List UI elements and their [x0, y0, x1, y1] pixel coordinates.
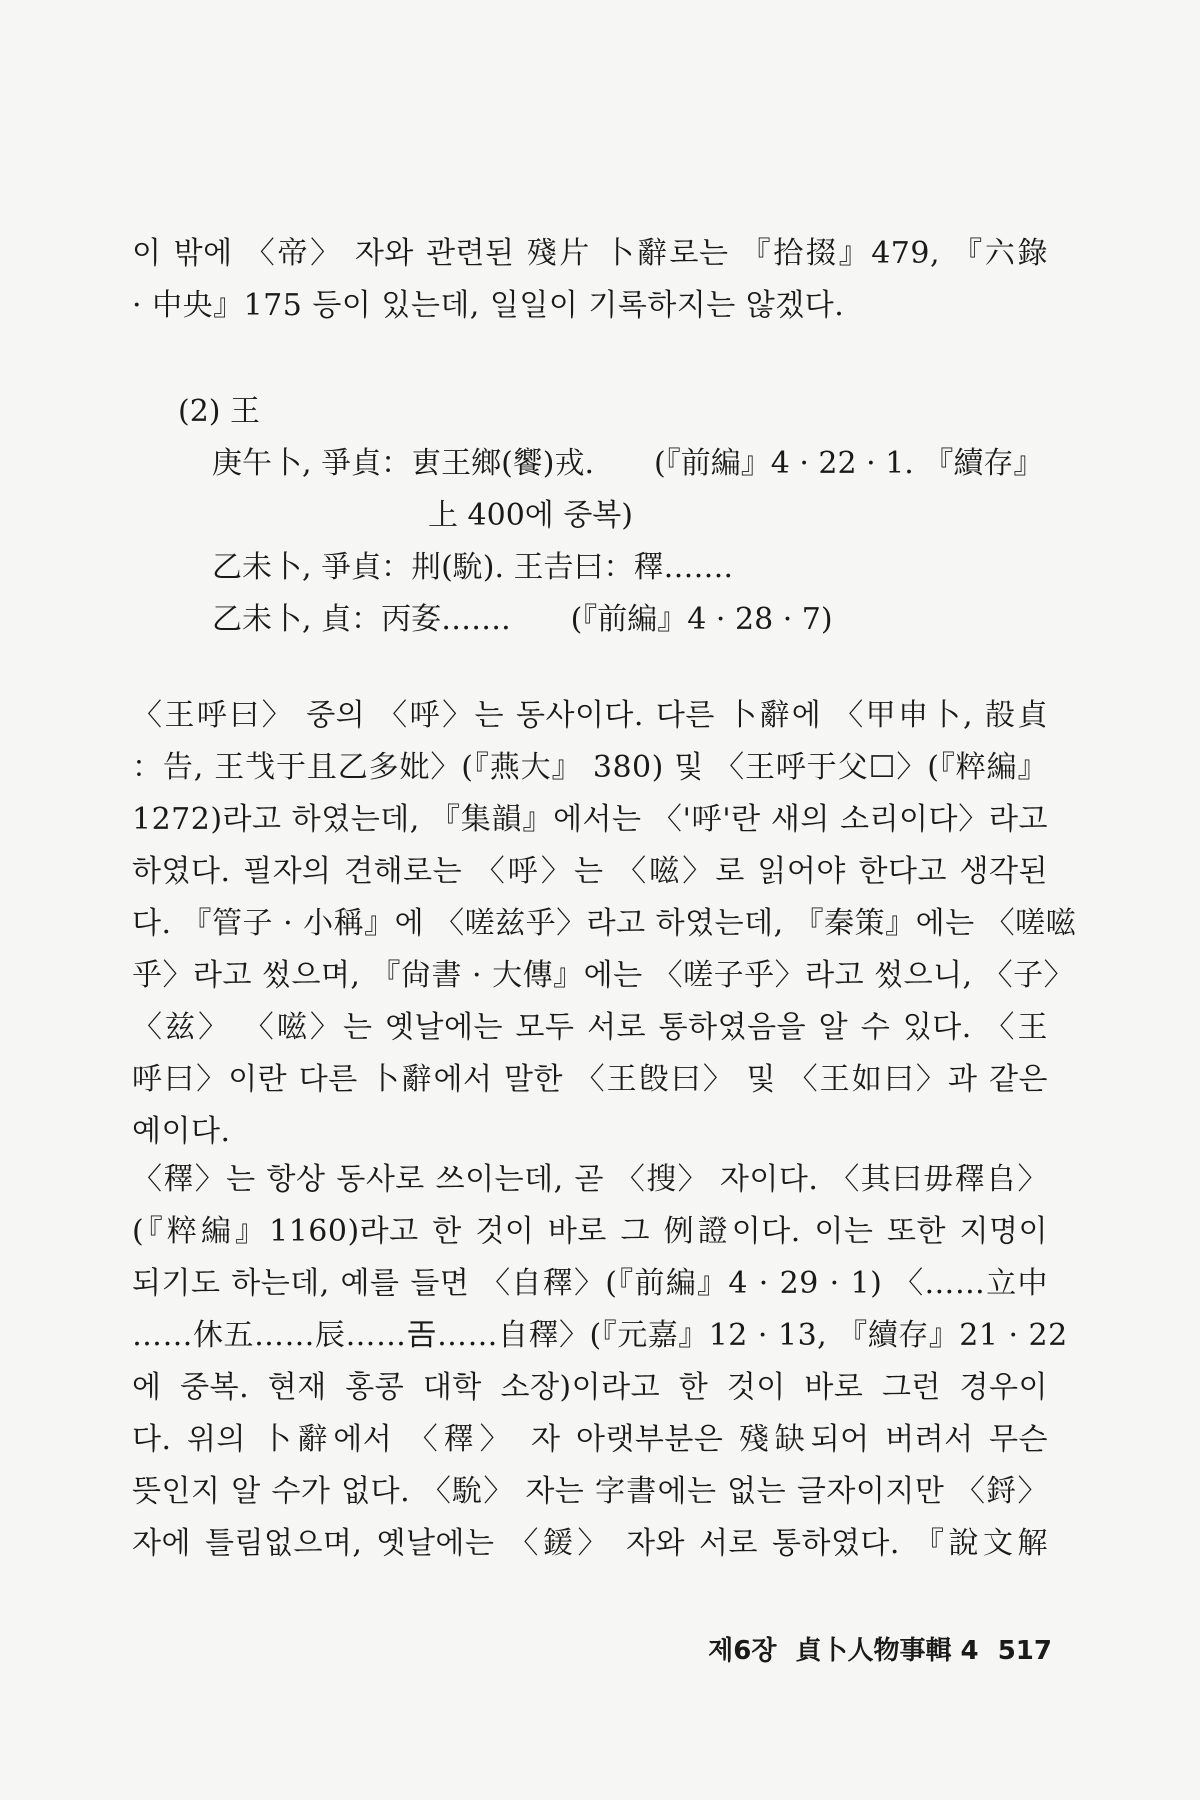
text-line: ：告, 王𢦏于且乙多妣〉(『燕大』 380) 및 〈王呼于父☐〉(『粹編』: [132, 750, 1048, 785]
text-line: (『粹編』1160)라고 한 것이 바로 그 例證이다. 이는 또한 지명이: [132, 1214, 1048, 1249]
body-paragraph-2: [132, 1154, 1068, 1570]
text-line: 다. 위의 卜辭에서 〈䆁〉 자 아랫부분은 殘缺되어 버려서 무슨: [132, 1422, 1048, 1457]
text-line: 되기도 하는데, 예를 들면 〈自䆁〉(『前編』4 · 29 · 1) 〈……立中: [132, 1266, 1048, 1301]
oracle-example-1: 庚午卜, 爭貞：叀王鄉(饗)戎. (『前編』4 · 22 · 1. 『續存』: [212, 446, 1044, 481]
text-line: 에 중복. 현재 홍콩 대학 소장)이라고 한 것이 바로 그런 경우이: [132, 1370, 1048, 1405]
text-line: 예이다.: [132, 1114, 231, 1149]
text-line: 다. 『管子 · 小稱』에 〈嗟兹乎〉라고 하였는데, 『秦策』에는 〈嗟嗞: [132, 906, 1077, 941]
text-line: 〈兹〉 〈嗞〉는 옛날에는 모두 서로 통하였음을 알 수 있다. 〈王: [132, 1010, 1048, 1045]
section-heading: (2) 王: [178, 394, 261, 429]
chapter-label: 제6장: [708, 1636, 777, 1666]
page-footer: [698, 1630, 1052, 1667]
text-line: 이 밖에 〈帝〉 자와 관련된 殘片 卜辭로는 『拾掇』479, 『六錄: [132, 236, 1048, 271]
text-line: 자에 틀림없으며, 옛날에는 〈鍰〉 자와 서로 통하였다. 『說文解: [132, 1526, 1048, 1561]
page-number: 517: [997, 1636, 1052, 1666]
text-line: 呼曰〉이란 다른 卜辭에서 말한 〈王𣪘曰〉 및 〈王如曰〉과 같은: [132, 1062, 1048, 1097]
oracle-example-2: 乙未卜, 爭貞：㓝(馻). 王𠮷曰：䆁…….: [212, 550, 734, 585]
text-line: ……休五……辰……𢀛……自䆁〉(『元嘉』12 · 13, 『續存』21 · 22: [132, 1318, 1068, 1353]
oracle-example-1-continued: 上 400에 중복): [428, 498, 633, 533]
running-title: 貞卜人物事輯 4: [795, 1636, 979, 1666]
text-line: 乎〉라고 썼으며, 『尙書 · 大傳』에는 〈嗟子乎〉라고 썼으니, 〈子〉: [132, 958, 1075, 993]
top-paragraph: [132, 228, 1048, 332]
oracle-example-3: 乙未卜, 貞：丙㚣……. (『前編』4 · 28 · 7): [212, 602, 833, 637]
text-line: 1272)라고 하였는데, 『集韻』에서는 〈'呼'란 새의 소리이다〉라고: [132, 802, 1048, 837]
text-line: 〈王呼曰〉 중의 〈呼〉는 동사이다. 다른 卜辭에 〈甲申卜, 㱿貞: [132, 698, 1048, 733]
text-line: 〈䆁〉는 항상 동사로 쓰이는데, 곧 〈搜〉 자이다. 〈其曰毋䆁𠂤〉: [132, 1162, 1048, 1197]
text-line: 하였다. 필자의 견해로는 〈呼〉는 〈嗞〉로 읽어야 한다고 생각된: [132, 854, 1048, 889]
text-line: · 中央』175 등이 있는데, 일일이 기록하지는 않겠다.: [132, 288, 845, 323]
text-line: 뜻인지 알 수가 없다. 〈馻〉 자는 字書에는 없는 글자이지만 〈鋝〉: [132, 1474, 1048, 1509]
body-paragraph-1: [132, 690, 1077, 1158]
